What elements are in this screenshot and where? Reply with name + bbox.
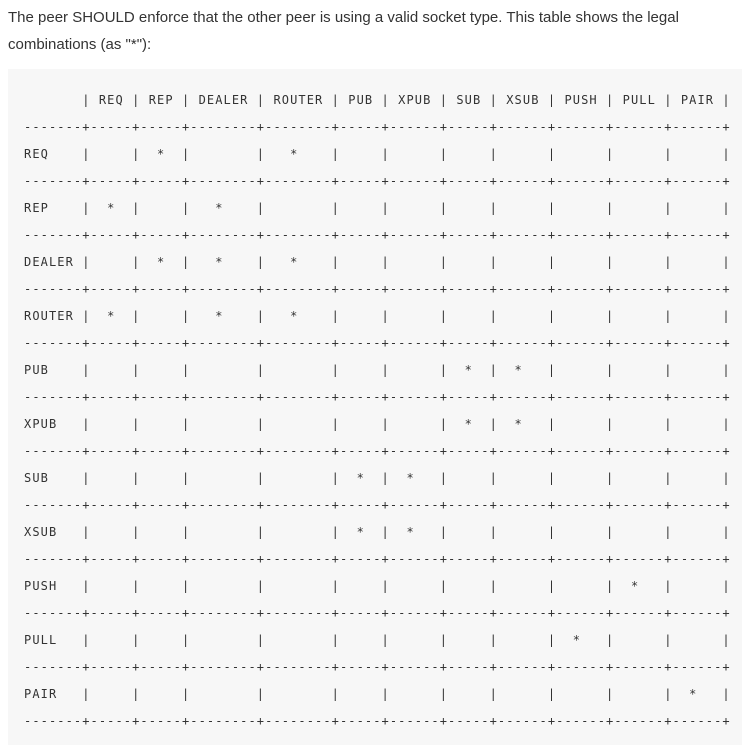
- table-row-pull: PULL | | | | | | | | | * | | |: [24, 633, 731, 647]
- table-header-row: | REQ | REP | DEALER | ROUTER | PUB | XPUB | SUB | XSUB | PUSH | PULL | PAIR |: [24, 93, 731, 107]
- table-row-router: ROUTER | * | | * | * | | | | | | | |: [24, 309, 731, 323]
- table-separator: -------+-----+-----+--------+--------+-----+------+-----+------+------+------+------+: [24, 174, 731, 188]
- table-separator: -------+-----+-----+--------+--------+-----+------+-----+------+------+------+------+: [24, 336, 731, 350]
- table-separator: -------+-----+-----+--------+--------+-----+------+-----+------+------+------+------+: [24, 498, 731, 512]
- table-row-xsub: XSUB | | | | | * | * | | | | | |: [24, 525, 731, 539]
- table-separator: -------+-----+-----+--------+--------+-----+------+-----+------+------+------+------+: [24, 228, 731, 242]
- table-separator: -------+-----+-----+--------+--------+-----+------+-----+------+------+------+------+: [24, 552, 731, 566]
- table-row-pair: PAIR | | | | | | | | | | | * |: [24, 687, 731, 701]
- table-row-xpub: XPUB | | | | | | | * | * | | | |: [24, 417, 731, 431]
- intro-paragraph: The peer SHOULD enforce that the other peer is using a valid socket type. This table shows the legal combinations (as "*"):: [8, 9, 679, 53]
- table-row-sub: SUB | | | | | * | * | | | | | |: [24, 471, 731, 485]
- code-block: [8, 69, 742, 745]
- table-separator: -------+-----+-----+--------+--------+-----+------+-----+------+------+------+------+: [24, 660, 731, 674]
- table-row-push: PUSH | | | | | | | | | | * | |: [24, 579, 731, 593]
- table-row-pub: PUB | | | | | | | * | * | | | |: [24, 363, 731, 377]
- socket-compatibility-table: [24, 87, 731, 735]
- table-row-rep: REP | * | | * | | | | | | | | |: [24, 201, 731, 215]
- table-separator: -------+-----+-----+--------+--------+-----+------+-----+------+------+------+------+: [24, 120, 731, 134]
- table-separator: -------+-----+-----+--------+--------+-----+------+-----+------+------+------+------+: [24, 390, 731, 404]
- table-separator: -------+-----+-----+--------+--------+-----+------+-----+------+------+------+------+: [24, 282, 731, 296]
- table-row-dealer: DEALER | | * | * | * | | | | | | | |: [24, 255, 731, 269]
- table-row-req: REQ | | * | | * | | | | | | | |: [24, 147, 731, 161]
- table-separator: -------+-----+-----+--------+--------+-----+------+-----+------+------+------+------+: [24, 444, 731, 458]
- table-separator: -------+-----+-----+--------+--------+-----+------+-----+------+------+------+------+: [24, 714, 731, 728]
- table-separator: -------+-----+-----+--------+--------+-----+------+-----+------+------+------+------+: [24, 606, 731, 620]
